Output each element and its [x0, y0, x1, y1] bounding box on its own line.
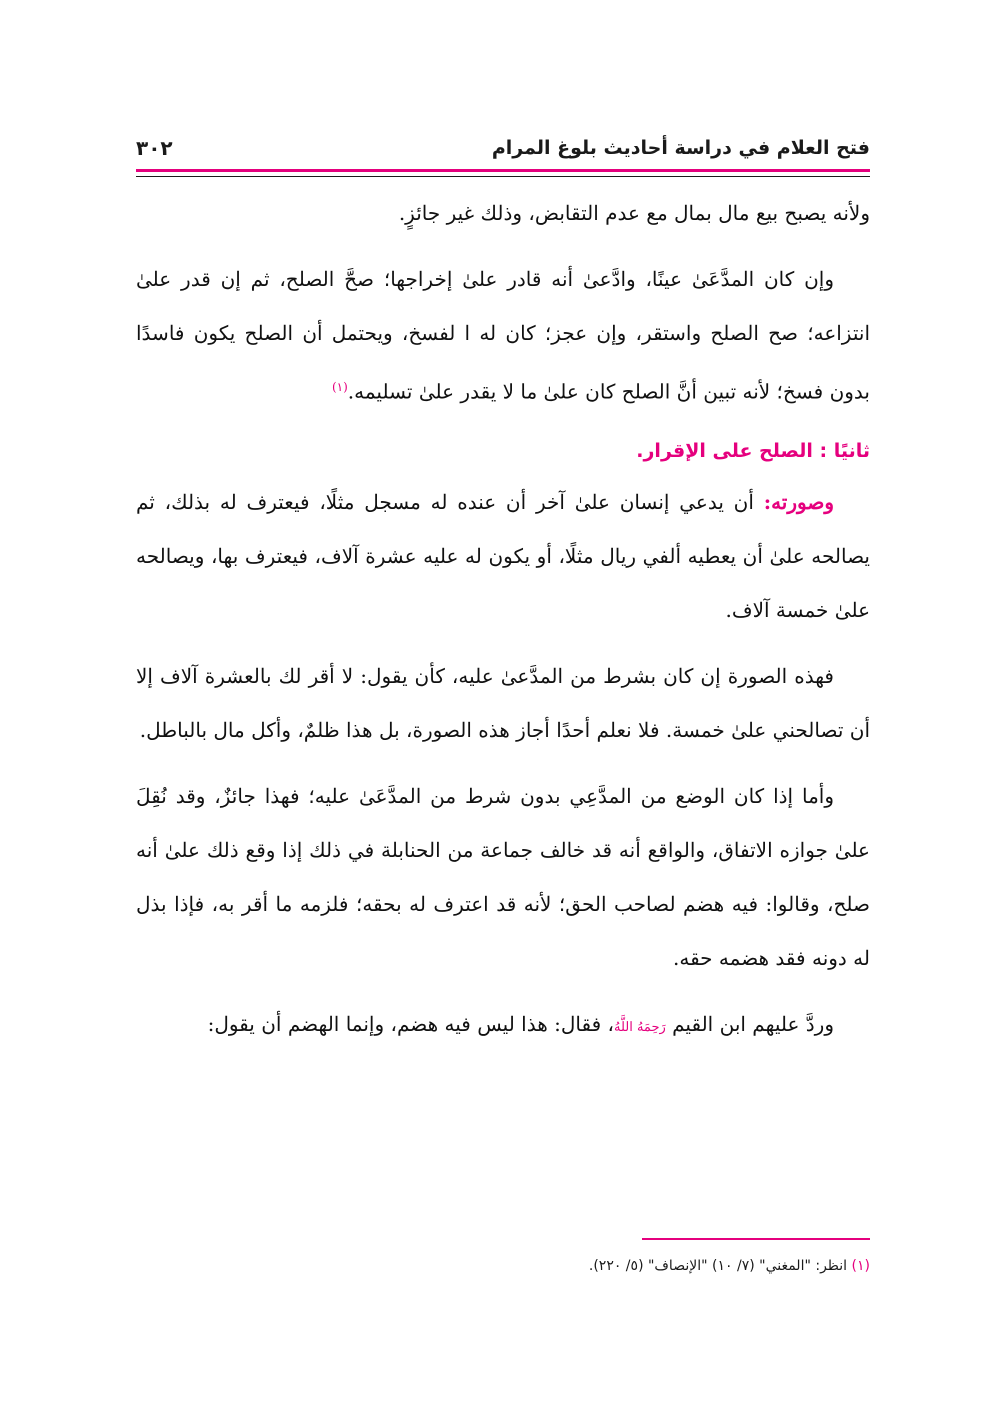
footnote-text: انظر: "المغني" (٧/ ١٠) "الإنصاف" (٥/ ٢٢٠). — [588, 1258, 848, 1274]
paragraph-6 — [136, 997, 870, 1055]
paragraph-4: فهذه الصورة إن كان بشرط من المدَّعىٰ عليه، كأن يقول: لا أقر لك بالعشرة آلاف إلا أن تصالحني علىٰ خمسة. فلا نعلم أحدًا أجاز هذه الصورة، بل هذا ظلمٌ، وأكل مال بالباطل. — [136, 663, 870, 742]
header-rule-thin — [136, 176, 870, 177]
page-body — [136, 186, 870, 1067]
footnote-number: (١) — [851, 1258, 870, 1274]
section-heading: ثانيًا : الصلح على الإقرار. — [636, 439, 870, 462]
paragraph-2-text: وإن كان المدَّعَىٰ عينًا، وادَّعىٰ أنه قادر علىٰ إخراجها؛ صحَّ الصلح، ثم إن قدر علىٰ انتزاعه؛ صح الصلح واستقر، وإن عجز؛ كان له ا لفسخ، ويحتمل أن الصلح يكون فاسدًا بدون فسخ؛ لأنه تبين أنَّ الصلح كان علىٰ ما لا يقدر علىٰ تسليمه. — [136, 267, 870, 404]
header-rule-thick — [136, 169, 870, 172]
footnote-reference[interactable]: (١) — [331, 380, 348, 394]
book-title: فتح العلام في دراسة أحاديث بلوغ المرام — [491, 137, 870, 159]
paragraph-5: وأما إذا كان الوضع من المدَّعِي بدون شرط من المدَّعَىٰ عليه؛ فهذا جائزٌ، وقد نُقِلَ علىٰ جوازه الاتفاق، والواقع أنه قد خالف جماعة من الحنابلة في ذلك إذا وقع ذلك علىٰ أنه صلح، وقالوا: فيه هضم لصاحب الحق؛ لأنه قد اعترف له بحقه؛ فلزمه ما أقر به، فإذا بذل له دونه فقد هضمه حقه. — [136, 783, 870, 970]
page-header — [136, 128, 870, 168]
honorific-mark: رَحِمَهُ اللَّهُ — [613, 1019, 666, 1035]
paragraph-1: ولأنه يصبح بيع مال بمال مع عدم التقابض، وذلك غير جائزٍ. — [398, 201, 870, 225]
paragraph-6-text-a: وردَّ عليهم ابن القيم — [672, 1011, 834, 1036]
footnote-separator — [642, 1238, 870, 1240]
paragraph-2 — [136, 252, 870, 419]
footnote — [136, 1252, 870, 1280]
paragraph-3 — [136, 475, 870, 637]
page-number: ٣٠٢ — [136, 136, 173, 160]
paragraph-6-text-b: ، فقال: هذا ليس فيه هضم، وإنما الهضم أن يقول: — [207, 1011, 614, 1036]
paragraph-3-lead: وصورته: — [763, 489, 834, 514]
paragraph-3-text: أن يدعي إنسان علىٰ آخر أن عنده له مسجل مثلًا، فيعترف له بذلك، ثم يصالحه علىٰ أن يعطيه ألفي ريال مثلًا، أو يكون له عليه عشرة آلاف، فيعترف بها، ويصالحه علىٰ خمسة آلاف. — [136, 489, 871, 622]
